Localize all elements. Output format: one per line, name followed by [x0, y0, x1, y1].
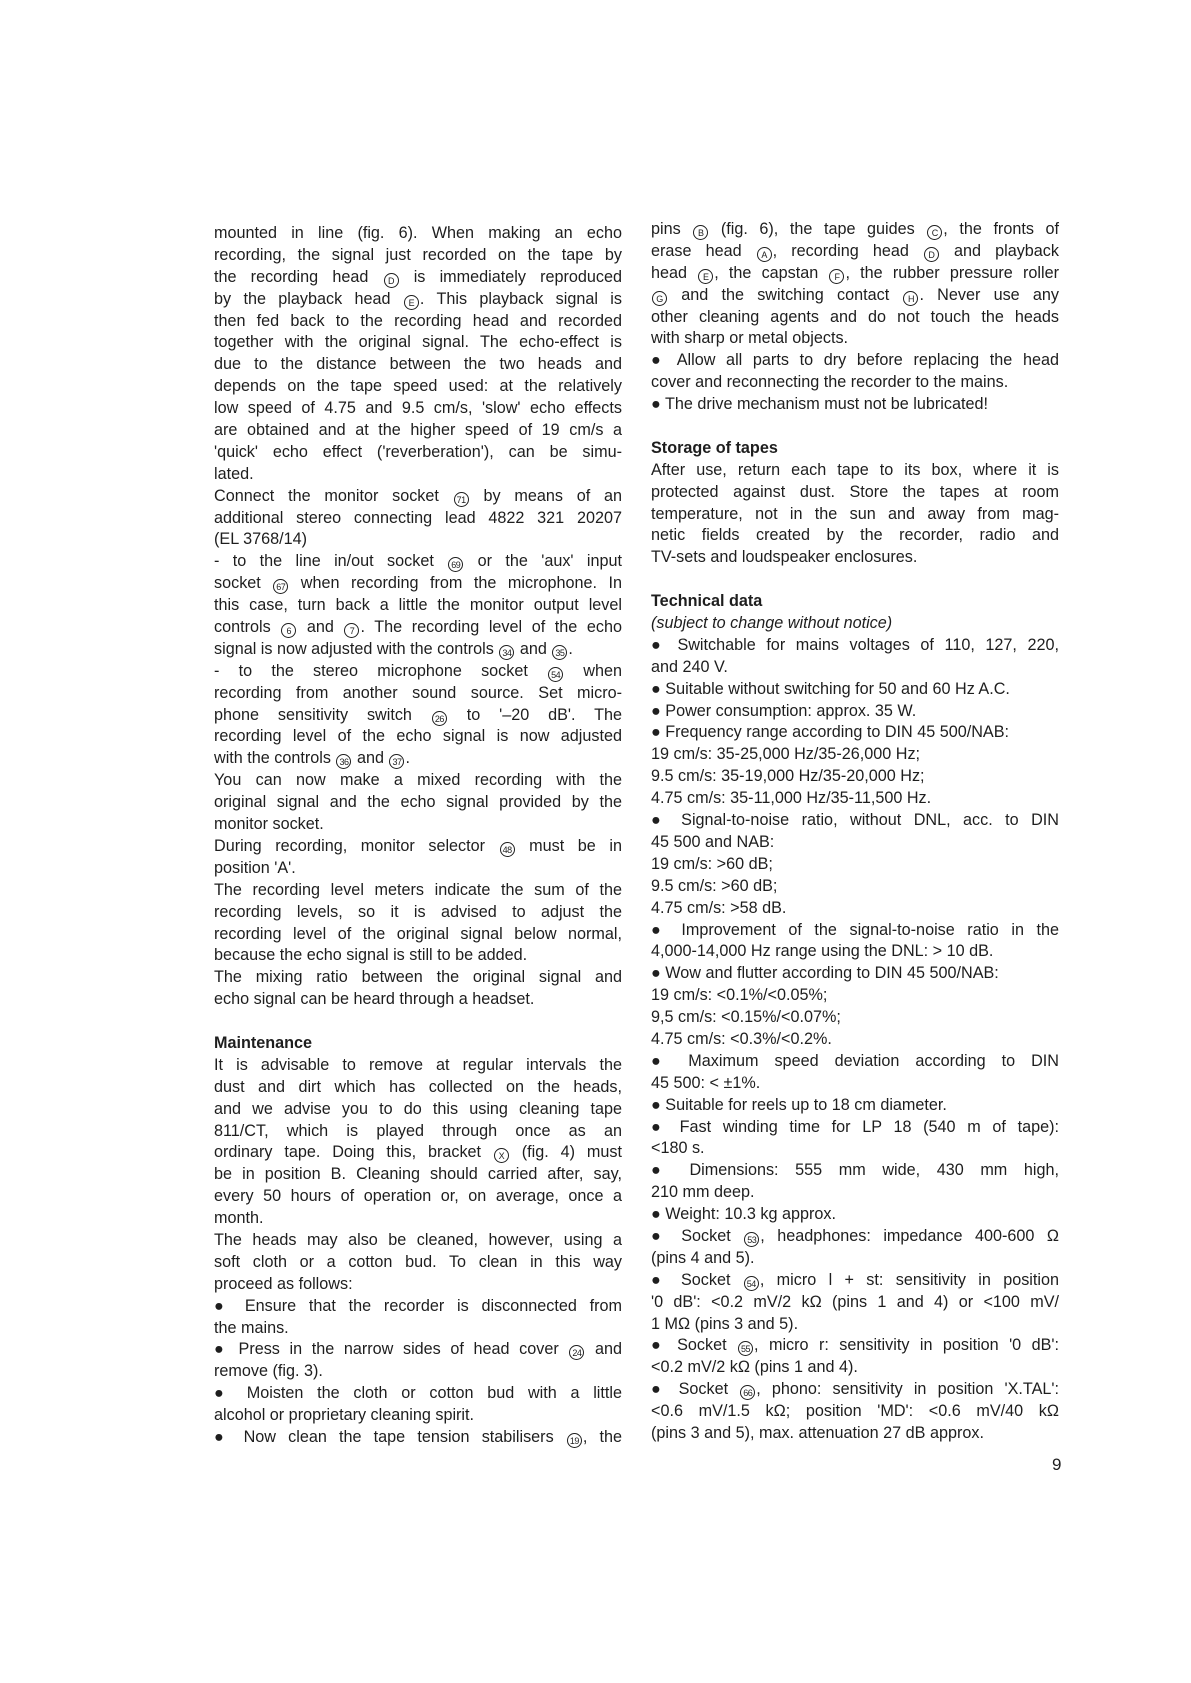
paragraph — [651, 350, 1059, 394]
reference-callout: 34 — [499, 645, 514, 660]
text-line: soft cloth or a cotton bud. To clean in this way — [214, 1252, 622, 1271]
text-line: Connect the monitor socket 71 by means of an — [214, 486, 622, 505]
text-line: with the controls 36 and 37 . — [214, 749, 410, 768]
text-line: original signal and the echo signal provided by the — [214, 793, 622, 812]
text-line: ● Now clean the tape tension stabilisers 19 , the — [214, 1427, 623, 1446]
text-line: mounted in line (fig. 6). When making an echo — [214, 224, 622, 242]
paragraph — [651, 394, 1059, 416]
text-line: and 240 V. — [651, 657, 728, 676]
text-line: ● Power consumption: approx. 35 W. — [651, 701, 917, 720]
reference-callout: 48 — [500, 842, 515, 857]
text-line: remove (fig. 3). — [214, 1362, 323, 1381]
text-line: ● Signal-to-noise ratio, without DNL, acc. to DIN — [651, 811, 1059, 830]
paragraph — [651, 963, 1059, 985]
text-line: ● Fast winding time for LP 18 (540 m of tape): — [651, 1117, 1059, 1136]
paragraph — [214, 1055, 622, 1230]
reference-callout: 6 — [281, 623, 296, 638]
text-line: ● Socket 53 , headphones: impedance 400-600 Ω — [651, 1226, 1059, 1245]
paragraph — [651, 810, 1059, 854]
reference-callout: E — [698, 269, 713, 284]
reference-callout: C — [927, 225, 942, 240]
text-line: low speed of 4.75 and 9.5 cm/s, 'slow' echo effects — [214, 399, 622, 418]
paragraph — [651, 920, 1059, 964]
paragraph — [651, 1335, 1059, 1379]
reference-callout: 54 — [548, 667, 563, 682]
text-line: (EL 3768/14) — [214, 530, 307, 549]
text-line: erase head A , recording head D and playback — [651, 241, 1059, 260]
text-line: 4.75 cm/s: >58 dB. — [651, 898, 787, 917]
reference-callout: D — [384, 273, 399, 288]
text-line: 4.75 cm/s: 35-11,000 Hz/35-11,500 Hz. — [651, 789, 932, 808]
text-line: 'quick' echo effect ('reverberation'), can be simu- — [214, 442, 622, 461]
paragraph-gap — [651, 416, 1059, 438]
text-line: ● Frequency range according to DIN 45 500/NAB: — [651, 723, 1009, 742]
paragraph — [651, 744, 1059, 766]
reference-callout: 35 — [552, 645, 567, 660]
paragraph — [651, 788, 1059, 810]
left-column — [214, 223, 622, 1449]
text-line: be in position B. Cleaning should carried after, say, — [214, 1165, 622, 1184]
reference-callout: B — [693, 225, 708, 240]
section-heading: Maintenance — [214, 1033, 313, 1052]
reference-callout: 19 — [567, 1433, 582, 1448]
text-line: phone sensitivity switch 26 to '–20 dB'. The — [214, 705, 623, 724]
text-line: 19 cm/s: >60 dB; — [651, 854, 773, 873]
paragraph-gap — [651, 569, 1059, 591]
text-line: head E , the capstan F , the rubber pressure roller — [651, 263, 1059, 282]
text-line: After use, return each tape to its box, where it is — [651, 460, 1059, 479]
paragraph — [214, 770, 622, 836]
text-line: ● Moisten the cloth or cotton bud with a little — [214, 1384, 622, 1403]
text-line: 1 MΩ (pins 3 and 5). — [651, 1314, 799, 1333]
text-line: ● Ensure that the recorder is disconnected from — [214, 1296, 622, 1315]
reference-callout: 69 — [448, 557, 463, 572]
text-line: recording levels, so it is advised to adjust the — [214, 902, 622, 921]
text-line: every 50 hours of operation or, on average, once a — [214, 1187, 622, 1206]
text-line: protected against dust. Store the tapes at room — [651, 482, 1059, 501]
paragraph — [214, 1339, 622, 1383]
text-line: by the playback head E . This playback signal is — [214, 289, 622, 308]
text-line: the recording head D is immediately reproduced — [214, 267, 622, 286]
text-line: signal is now adjusted with the controls 34 and 35 . — [214, 639, 573, 658]
paragraph — [214, 836, 622, 880]
text-line: are obtained and at the higher speed of 19 cm/s a — [214, 421, 622, 440]
paragraph — [214, 1427, 622, 1449]
text-line: the mains. — [214, 1318, 289, 1337]
text-line: <0.2 mV/2 kΩ (pins 1 and 4). — [651, 1358, 858, 1377]
paragraph — [651, 1007, 1059, 1029]
text-line: because the echo signal is still to be added. — [214, 946, 528, 965]
text-line: ● Press in the narrow sides of head cover 24 and — [214, 1340, 622, 1359]
paragraph — [651, 1204, 1059, 1226]
text-line: ● Socket 54 , micro l + st: sensitivity in position — [651, 1270, 1059, 1289]
text-line: lated. — [214, 464, 254, 483]
text-line: this case, turn back a little the monitor output level — [214, 596, 622, 615]
text-line: <180 s. — [651, 1139, 705, 1158]
paragraph — [214, 223, 622, 486]
text-line: echo signal can be heard through a headset. — [214, 990, 535, 1009]
paragraph — [214, 1296, 622, 1340]
text-line: ● Allow all parts to dry before replacing the head — [651, 351, 1059, 370]
text-line: The heads may also be cleaned, however, using a — [214, 1230, 622, 1249]
text-line: ● Improvement of the signal-to-noise ratio in the — [651, 920, 1059, 939]
paragraph — [651, 1226, 1059, 1270]
paragraph — [214, 486, 622, 552]
text-line: You can now make a mixed recording with the — [214, 771, 622, 790]
text-line: It is advisable to remove at regular intervals the — [214, 1055, 622, 1074]
paragraph — [651, 679, 1059, 701]
reference-callout: 66 — [740, 1385, 755, 1400]
text-line: 4.75 cm/s: <0.3%/<0.2%. — [651, 1029, 832, 1048]
text-line: with sharp or metal objects. — [651, 329, 849, 348]
reference-callout: H — [903, 291, 918, 306]
reference-callout: 71 — [454, 492, 469, 507]
reference-callout: 55 — [738, 1341, 753, 1356]
text-line: 9,5 cm/s: <0.15%/<0.07%; — [651, 1008, 841, 1027]
text-line: During recording, monitor selector 48 must be in — [214, 836, 622, 855]
reference-callout: D — [924, 247, 939, 262]
paragraph — [214, 1230, 622, 1296]
reference-callout: G — [652, 291, 667, 306]
text-line: 19 cm/s: <0.1%/<0.05%; — [651, 986, 828, 1005]
text-line: due to the distance between the two heads and — [214, 355, 622, 374]
text-line: socket 67 when recording from the microphone. In — [214, 574, 622, 593]
text-line: 19 cm/s: 35-25,000 Hz/35-26,000 Hz; — [651, 745, 921, 764]
reference-callout: 36 — [336, 754, 351, 769]
text-line: ● Socket 66 , phono: sensitivity in position 'X.TAL': — [651, 1380, 1059, 1399]
text-line: 811/CT, which is played through once as an — [214, 1121, 622, 1140]
paragraph — [651, 1117, 1059, 1161]
reference-callout: 26 — [432, 711, 447, 726]
text-line: controls 6 and 7 . The recording level of the echo — [214, 618, 622, 637]
text-line: 4,000-14,000 Hz range using the DNL: > 10 dB. — [651, 942, 994, 961]
text-line: The recording level meters indicate the sum of the — [214, 880, 622, 899]
paragraph — [214, 661, 622, 770]
paragraph-gap — [214, 1011, 622, 1033]
paragraph — [651, 219, 1059, 350]
text-line: monitor socket. — [214, 815, 324, 834]
reference-callout: E — [404, 295, 419, 310]
text-line: ● Switchable for mains voltages of 110, 127, 220, — [651, 635, 1059, 654]
paragraph — [651, 985, 1059, 1007]
reference-callout: 67 — [273, 579, 288, 594]
paragraph — [651, 876, 1059, 898]
reference-callout: A — [757, 247, 772, 262]
paragraph — [651, 460, 1059, 569]
reference-callout: X — [494, 1148, 509, 1163]
text-line: 45 500: < ±1%. — [651, 1073, 761, 1092]
text-line: ● The drive mechanism must not be lubricated! — [651, 395, 988, 414]
reference-callout: 7 — [344, 623, 359, 638]
text-line: - to the stereo microphone socket 54 when — [214, 661, 622, 680]
paragraph — [651, 1051, 1059, 1095]
paragraph — [214, 1383, 622, 1427]
reference-callout: F — [829, 269, 844, 284]
text-line: recording level of the original signal below normal, — [214, 924, 622, 943]
text-line: '0 dB': <0.2 mV/2 kΩ (pins 1 and 4) or <100 mV/ — [651, 1292, 1059, 1311]
reference-callout: 24 — [569, 1345, 584, 1360]
section-note: (subject to change without notice) — [651, 614, 893, 633]
text-line: ● Suitable for reels up to 18 cm diameter. — [651, 1095, 947, 1114]
text-line: recording, the signal just recorded on the tape by — [214, 245, 622, 264]
reference-callout: 54 — [744, 1276, 759, 1291]
paragraph — [651, 854, 1059, 876]
text-line: additional stereo connecting lead 4822 321 20207 — [214, 508, 622, 527]
text-line: ● Wow and flutter according to DIN 45 500/NAB: — [651, 964, 999, 983]
text-line: (pins 3 and 5), max. attenuation 27 dB approx. — [651, 1423, 984, 1442]
text-line: month. — [214, 1209, 264, 1228]
page-number: 9 — [1052, 1455, 1062, 1474]
paragraph — [651, 766, 1059, 788]
paragraph — [651, 722, 1059, 744]
text-line: TV-sets and loudspeaker enclosures. — [651, 548, 918, 567]
section-heading: Technical data — [651, 592, 763, 611]
paragraph — [651, 1029, 1059, 1051]
text-line: cover and reconnecting the recorder to the mains. — [651, 373, 1009, 392]
text-line: then fed back to the recording head and recorded — [214, 311, 622, 330]
text-line: temperature, not in the sun and away from mag- — [651, 504, 1059, 523]
paragraph — [651, 1160, 1059, 1204]
text-line: and we advise you to do this using cleaning tape — [214, 1099, 622, 1118]
paragraph — [651, 635, 1059, 679]
reference-callout: 37 — [389, 754, 404, 769]
text-line: other cleaning agents and do not touch the heads — [651, 307, 1059, 326]
section-heading: Storage of tapes — [651, 438, 778, 457]
paragraph — [214, 967, 622, 1011]
text-line: G and the switching contact H . Never use any — [651, 285, 1059, 307]
text-line: ordinary tape. Doing this, bracket X (fig. 4) must — [214, 1143, 622, 1162]
text-line: netic fields created by the recorder, radio and — [651, 526, 1059, 545]
paragraph — [214, 551, 622, 660]
paragraph — [651, 898, 1059, 920]
text-line: ● Weight: 10.3 kg approx. — [651, 1205, 836, 1224]
right-column — [651, 219, 1059, 1445]
text-line: recording level of the echo signal is now adjusted — [214, 727, 622, 746]
text-line: ● Socket 55 , micro r: sensitivity in position '0 dB': — [651, 1336, 1059, 1355]
reference-callout: 53 — [744, 1232, 759, 1247]
text-line: proceed as follows: — [214, 1274, 353, 1293]
text-line: (pins 4 and 5). — [651, 1248, 755, 1267]
text-line: ● Maximum speed deviation according to DIN — [651, 1051, 1059, 1070]
paragraph — [651, 701, 1059, 723]
text-line: recording from another sound source. Set micro- — [214, 683, 622, 702]
text-line: pins B (fig. 6), the tape guides C , the fronts of — [651, 220, 1059, 238]
paragraph — [651, 1095, 1059, 1117]
text-line: <0.6 mV/1.5 kΩ; position 'MD': <0.6 mV/40 kΩ — [651, 1402, 1059, 1421]
text-line: 45 500 and NAB: — [651, 832, 775, 851]
text-line: ● Dimensions: 555 mm wide, 430 mm high, — [651, 1161, 1059, 1180]
text-line: alcohol or proprietary cleaning spirit. — [214, 1406, 475, 1425]
paragraph — [214, 880, 622, 968]
paragraph — [651, 1270, 1059, 1336]
text-line: 210 mm deep. — [651, 1183, 755, 1202]
text-line: depends on the tape speed used: at the relatively — [214, 377, 622, 396]
text-line: ● Suitable without switching for 50 and 60 Hz A.C. — [651, 679, 1010, 698]
text-line: position 'A'. — [214, 858, 296, 877]
text-line: - to the line in/out socket 69 or the 'aux' input — [214, 552, 622, 571]
text-line: dust and dirt which has collected on the heads, — [214, 1077, 622, 1096]
text-line: The mixing ratio between the original signal and — [214, 968, 622, 987]
text-line: together with the original signal. The echo-effect is — [214, 333, 622, 352]
paragraph — [651, 1379, 1059, 1445]
text-line: 9.5 cm/s: >60 dB; — [651, 876, 778, 895]
text-line: 9.5 cm/s: 35-19,000 Hz/35-20,000 Hz; — [651, 767, 925, 786]
